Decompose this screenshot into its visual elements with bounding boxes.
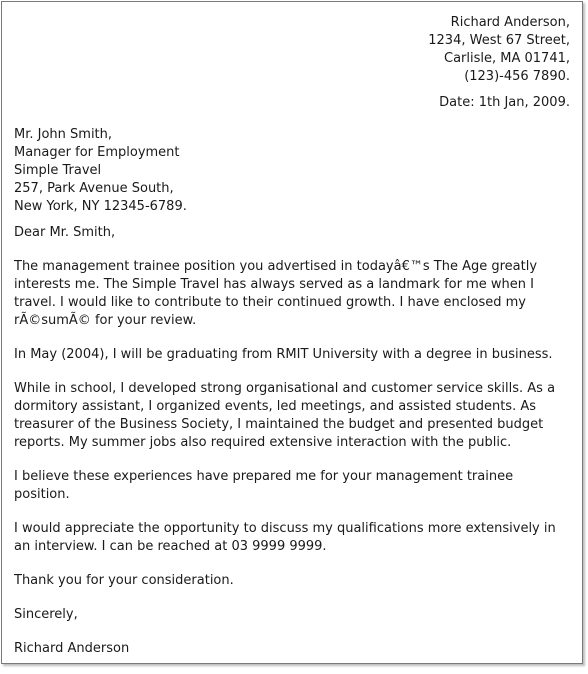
salutation-text: Dear Mr. Smith,	[14, 225, 116, 240]
paragraph-interview	[14, 520, 574, 556]
sender-address	[428, 14, 570, 86]
paragraph-line: an interview. I can be reached at 03 9999 9999.	[14, 539, 327, 554]
paragraph-experience	[14, 380, 574, 452]
paragraph-line: treasurer of the Business Society, I maintained the budget and presented budget	[14, 417, 544, 432]
salutation	[14, 224, 574, 242]
recipient-company: Simple Travel	[14, 163, 102, 178]
recipient-address	[14, 126, 187, 216]
recipient-city: New York, NY 12345-6789.	[14, 199, 187, 214]
paragraph-line: position.	[14, 487, 70, 502]
letter-frame	[1, 1, 583, 664]
thanks-text: Thank you for your consideration.	[14, 573, 234, 588]
signature-name: Richard Anderson	[14, 641, 130, 656]
sender-phone: (123)-456 7890.	[464, 69, 570, 84]
sender-name: Richard Anderson,	[450, 15, 570, 30]
paragraph-line: rÃ©sumÃ© for your review.	[14, 313, 197, 328]
letter-date	[439, 94, 570, 112]
closing-text: Sincerely,	[14, 607, 78, 622]
paragraph-line: While in school, I developed strong organisational and customer service skills. As a	[14, 381, 556, 396]
paragraph-line: The management trainee position you advertised in todayâ€™s The Age greatly	[14, 259, 538, 274]
recipient-name: Mr. John Smith,	[14, 127, 113, 142]
paragraph-line: I would appreciate the opportunity to discuss my qualifications more extensively in	[14, 521, 556, 536]
paragraph-line: I believe these experiences have prepared me for your management trainee	[14, 469, 514, 484]
paragraph-line: In May (2004), I will be graduating from RMIT University with a degree in business.	[14, 347, 553, 362]
thanks	[14, 572, 574, 590]
recipient-title: Manager for Employment	[14, 145, 180, 160]
paragraph-line: interests me. The Simple Travel has always served as a landmark for me when I	[14, 277, 534, 292]
sender-city: Carlisle, MA 01741,	[444, 51, 570, 66]
paragraph-graduation	[14, 346, 574, 364]
paragraph-line: travel. I would like to contribute to their continued growth. I have enclosed my	[14, 295, 526, 310]
sender-street: 1234, West 67 Street,	[428, 33, 570, 48]
recipient-street: 257, Park Avenue South,	[14, 181, 174, 196]
paragraph-line: reports. My summer jobs also required extensive interaction with the public.	[14, 435, 512, 450]
closing	[14, 606, 574, 624]
paragraph-interest	[14, 258, 574, 330]
paragraph-line: dormitory assistant, I organized events, led meetings, and assisted students. As	[14, 399, 537, 414]
paragraph-preparation	[14, 468, 574, 504]
signature	[14, 640, 574, 658]
date-text: Date: 1th Jan, 2009.	[439, 95, 570, 110]
letter-body	[14, 224, 574, 674]
